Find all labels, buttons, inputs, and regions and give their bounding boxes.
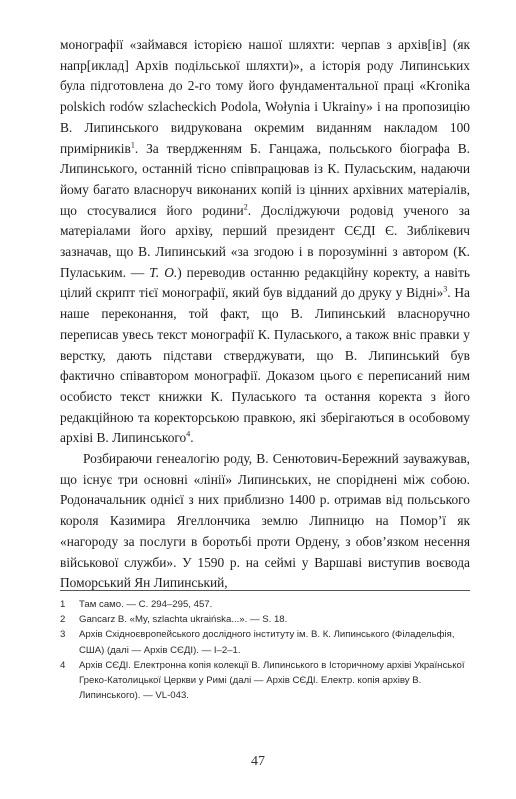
paragraph-1-part-c: . Досліджуючи родовід ученого за матеріалами його архіву, перший президент СЄДІ Є. Зиблікевич зазначав, що В. Липинський «за згодою і в порозумінні з автором (К. Пулаським. — (60, 202, 470, 280)
footnote-number: 1 (60, 599, 66, 610)
footnote-text: Там само. — С. 294–295, 457. (79, 599, 213, 610)
footnote-divider (60, 590, 470, 591)
paragraph-2: Розбираючи генеалогію роду, В. Сенютович-Бережний зауважував, що існує три основні «лінії» Липинських, не споріднені між собою. Родоначальник однієї з них приблизно 1400 р. отримав від польського короля Казимира Ягеллончика землю Липницю на Помор’ї як «нагороду за послуги в боротьбі проти Ордену, з обов’язком несення військової служби». У 1590 р. на сеймі у Варшаві виступив воєвода Поморський Ян Липинський, (60, 451, 470, 591)
footnote-number: 3 (60, 629, 66, 641)
paragraph-1-part-d: ) переводив останню редакційну коректу, а навіть цілий скрипт тієї монографії, який був відданий до друку у Відні» (60, 264, 470, 301)
paragraph-1-part-b: . За твердженням Б. Ганцажа, польського біографа В. Липинського, останній тісно співпрацював із К. Пуласьским, надаючи йому багато власноруч виконаних копій із цінних архівних матеріалів, що стосувалися його родини (60, 140, 470, 218)
footnote-3 (60, 627, 470, 657)
footnote-text: Архів Східноєвропейського дослідного інституту ім. В. К. Липинського (Філадельфія, США) (далі — Архів СЄДІ). — I–2–1. (79, 629, 455, 656)
footnote-4 (60, 658, 470, 704)
footnote-ref-2: 2 (243, 202, 248, 212)
footnote-text: Gancarz B. «My, szlachta ukraińska...». — S. 18. (79, 614, 288, 626)
paragraph-1-part-a: монографії «займався історією нашої шляхти: черпав з архів[ів] (як напр[иклад] Архів подільської шляхти)», а історія роду Липинських була підготовлена до 2-го тому його фундаментальної праці «Kronika polskich rodów szlacheckich Podola, Wołynia i Ukrainy» і на пропозицію В. Липинського видрукована окремим виданням накладом 100 примірників (60, 37, 470, 156)
footnote-ref-4: 4 (186, 429, 191, 439)
main-text (60, 35, 470, 594)
paragraph-1-part-e: . На наше переконання, той факт, що В. Липинський власноручно переписав увесь текст монографії К. Пуласького, а також вніс правки у верстку, дають підстави стверджувати, що В. Липинський був фактично співавтором монографії. Доказом цього є переписаний ним особисто текст книжки К. Пуласького та остання коректа з його редакційною та коректорською правкою, які зберігаються в особовому архіві В. Липинського (60, 285, 471, 446)
footnote-number: 4 (60, 659, 66, 671)
footnote-text: Архів СЄДІ. Електронна копія колекції В. Липинського в Історичному архіві Української Греко-Католицької Церкви у Римі (далі — Архів СЄДІ. Електр. копія архіву В. Липинського). — VL-043. (79, 659, 465, 702)
footnote-ref-1: 1 (130, 140, 135, 150)
footnote-ref-3: 3 (443, 284, 448, 294)
footnote-2 (60, 612, 470, 627)
author-initials: Т. О. (149, 264, 178, 280)
paragraph-1-part-f: . (190, 430, 194, 446)
footnote-1 (60, 597, 470, 612)
page-number: 47 (251, 754, 265, 769)
footnote-number: 2 (60, 614, 66, 626)
paragraph-1 (60, 35, 470, 449)
footnotes (60, 597, 470, 703)
